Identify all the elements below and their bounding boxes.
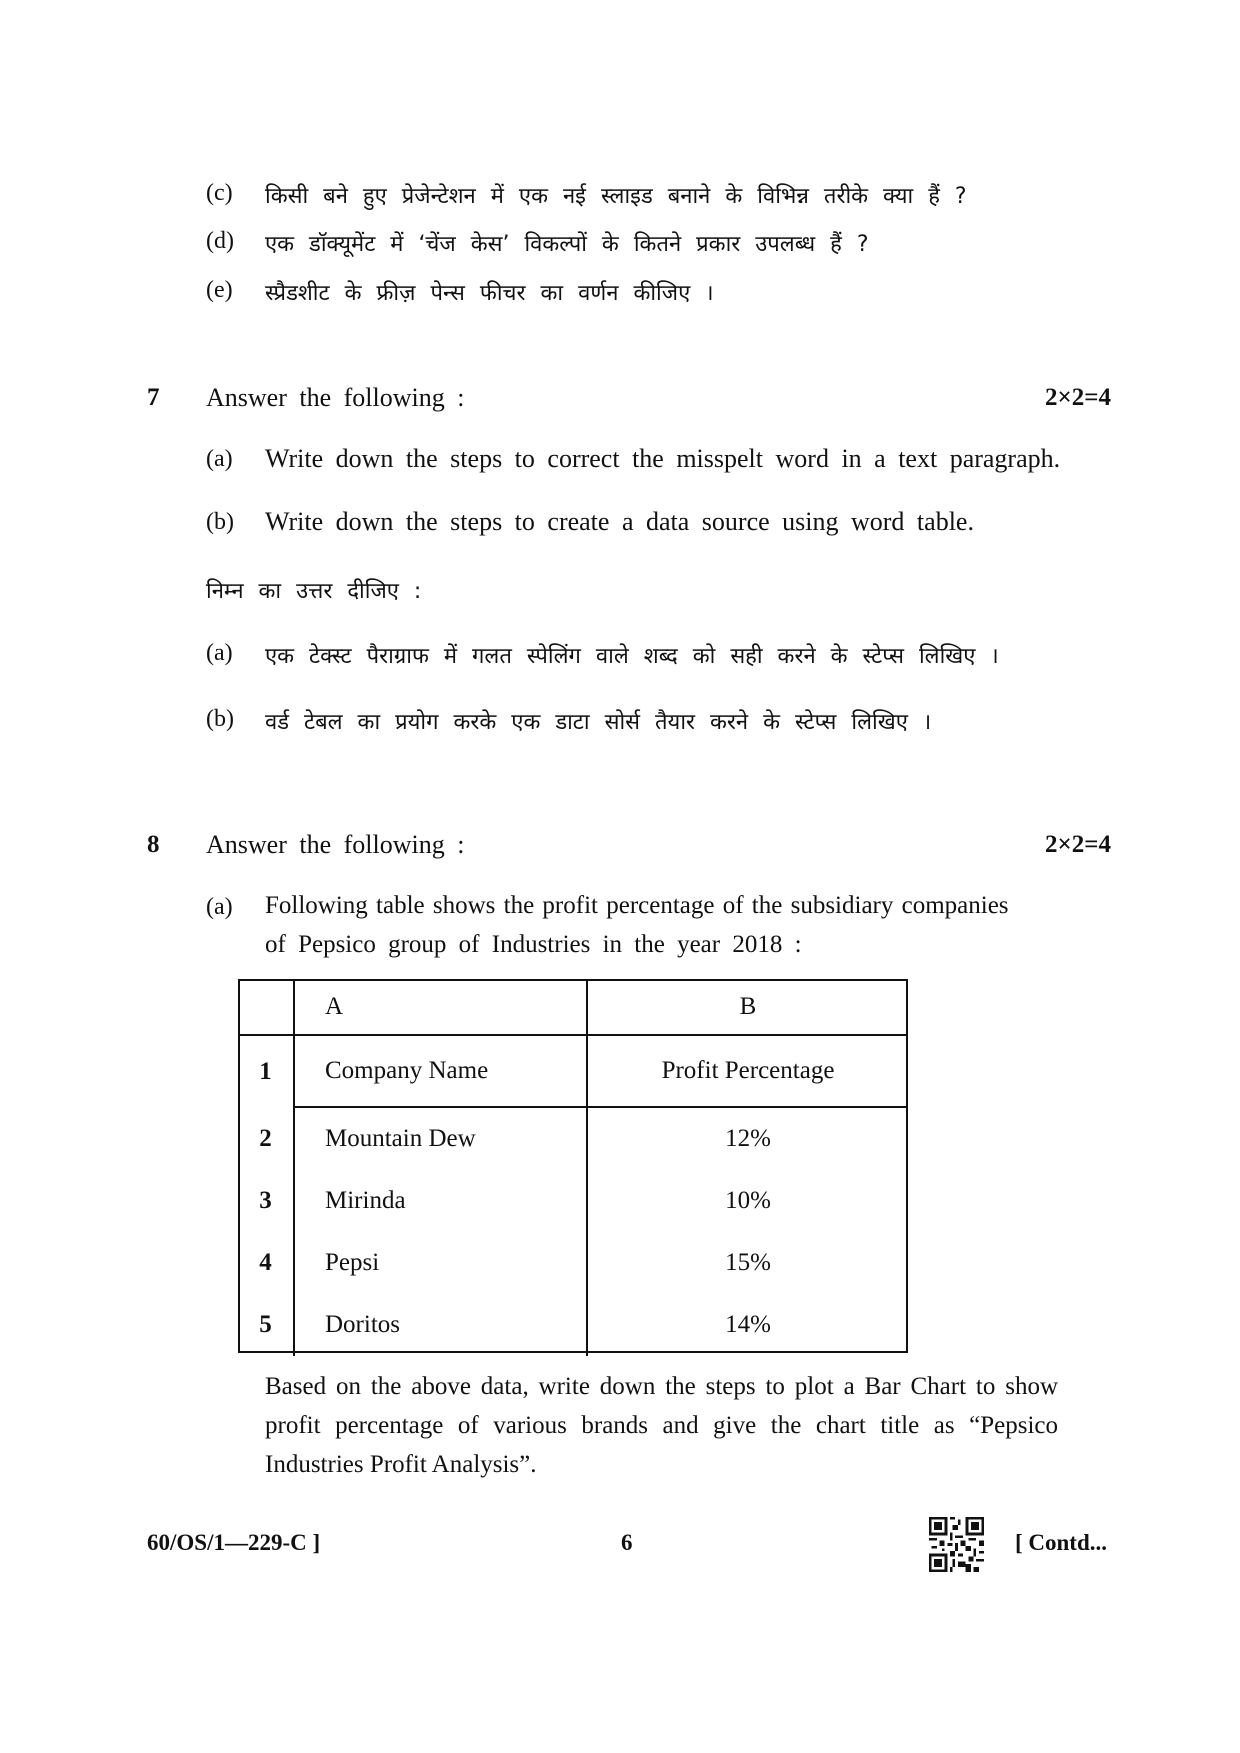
corner-cell (238, 979, 294, 1035)
q7-heading: Answer the following : (206, 383, 465, 412)
q7-number: 7 (147, 384, 160, 411)
row-number: 4 (238, 1232, 294, 1294)
continued-marker: [ Contd... (1015, 1530, 1108, 1555)
q7-marks: 2×2=4 (1045, 384, 1111, 411)
company-cell: Mirinda (294, 1170, 587, 1232)
q8-instruction: Based on the above data, write down the steps to plot a Bar Chart to show profit percentage of various brands and give the chart title as “Pepsico Industries Profit Analysis”. (265, 1373, 1058, 1478)
q7-part-b-text: Write down the steps to create a data source using word table. (265, 507, 974, 536)
table-row (238, 1035, 908, 1107)
profit-cell: 10% (725, 1187, 771, 1214)
q8-marks: 2×2=4 (1045, 831, 1111, 858)
q8-intro-line-2: of Pepsico group of Industries in the year 2018 : (265, 931, 802, 958)
profit-table (238, 979, 908, 1356)
q7-heading-hindi: निम्न का उत्तर दीजिए : (206, 579, 422, 604)
paper-code: 60/OS/1—229-C ] (147, 1530, 321, 1555)
table-row (238, 1232, 908, 1294)
q7-part-b-label: (b) (206, 509, 234, 535)
q8-intro-line-1: Following table shows the profit percentage of the subsidiary companies (265, 892, 1009, 919)
table-column-header-row (238, 979, 908, 1035)
q6-part-e-text: स्प्रैडशीट के फ्रीज़ पेन्स फीचर का वर्णन कीजिए । (265, 281, 714, 306)
q7-hindi-part-b-label: (b) (206, 706, 234, 732)
q7-part-a-label: (a) (206, 446, 233, 472)
q6-part-c-label: (c) (206, 180, 233, 206)
q8-part-a-label: (a) (206, 894, 233, 920)
profit-cell: 15% (725, 1249, 771, 1276)
q6-part-d-label: (d) (206, 228, 234, 254)
profit-cell: 12% (725, 1125, 771, 1152)
q7-hindi-part-b-text: वर्ड टेबल का प्रयोग करके एक डाटा सोर्स तैयार करने के स्टेप्स लिखिए । (265, 710, 932, 735)
company-cell: Mountain Dew (294, 1107, 587, 1170)
column-b-header: B (587, 979, 908, 1035)
column-a-header: A (294, 979, 587, 1035)
q7-hindi-part-a-text: एक टेक्स्ट पैराग्राफ में गलत स्पेलिंग वाले शब्द को सही करने के स्टेप्स लिखिए । (265, 644, 999, 669)
page-number: 6 (621, 1530, 633, 1555)
table-row (238, 1294, 908, 1356)
table-row (238, 1107, 908, 1170)
company-name-header: Company Name (294, 1035, 587, 1107)
row-number: 2 (238, 1107, 294, 1170)
q6-part-c-text: किसी बने हुए प्रेजेन्टेशन में एक नई स्लाइड बनाने के विभिन्न तरीके क्या हैं ? (265, 184, 967, 209)
company-cell: Pepsi (294, 1232, 587, 1294)
row-number: 1 (238, 1035, 294, 1107)
row-number: 3 (238, 1170, 294, 1232)
profit-cell: 14% (725, 1311, 771, 1338)
q8-number: 8 (147, 831, 160, 858)
qr-code-icon (929, 1517, 984, 1572)
q6-part-e-label: (e) (206, 277, 233, 303)
profit-percentage-header: Profit Percentage (587, 1035, 908, 1107)
row-number: 5 (238, 1294, 294, 1356)
q7-hindi-part-a-label: (a) (206, 640, 233, 666)
q6-part-d-text: एक डॉक्यूमेंट में ‘चेंज केस’ विकल्पों के कितने प्रकार उपलब्ध हैं ? (265, 232, 869, 257)
q7-part-a-text: Write down the steps to correct the misspelt word in a text paragraph. (265, 444, 1061, 473)
q8-heading: Answer the following : (206, 830, 465, 859)
company-cell: Doritos (294, 1294, 587, 1356)
table-row (238, 1170, 908, 1232)
